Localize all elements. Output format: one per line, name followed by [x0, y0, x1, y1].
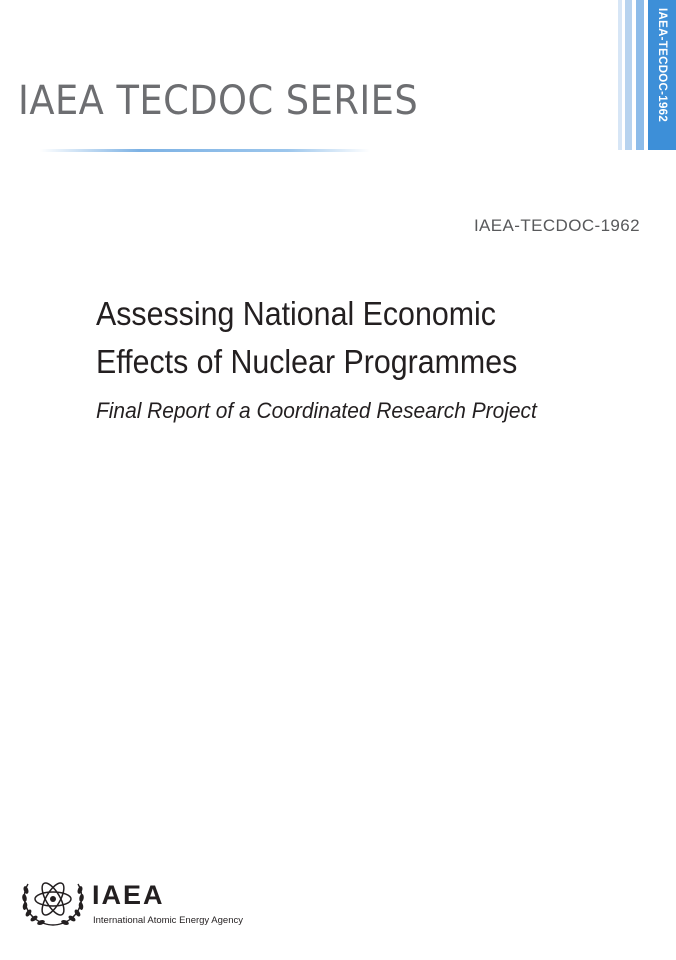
- publisher-name: IAEA: [92, 880, 165, 910]
- title-line-1: Assessing National Economic: [96, 295, 496, 332]
- title-line-2: Effects of Nuclear Programmes: [96, 343, 518, 380]
- spine-stripe: [618, 0, 622, 150]
- series-title: IAEA TECDOC SERIES: [18, 78, 419, 124]
- publisher-full-name: International Atomic Energy Agency: [93, 915, 243, 926]
- spine-stripe: [625, 0, 632, 150]
- series-divider: [40, 149, 370, 152]
- document-number: IAEA-TECDOC-1962: [473, 216, 640, 235]
- spine-stripe: [636, 0, 644, 150]
- iaea-emblem-icon: [20, 870, 86, 928]
- document-subtitle: Final Report of a Coordinated Research Project: [96, 398, 537, 423]
- document-title: [96, 290, 636, 386]
- spine-label: IAEA-TECDOC-1962: [656, 8, 668, 123]
